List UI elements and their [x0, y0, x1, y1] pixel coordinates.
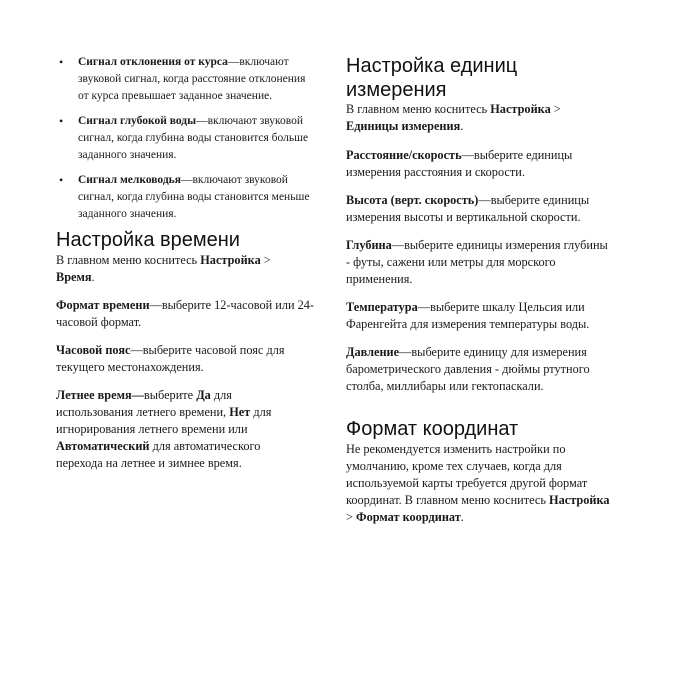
list-item: • Сигнал мелководья—включают звуковой сигнал, когда глубина воды становится меньше заданного значения.: [59, 173, 310, 220]
bullet-term: Сигнал глубокой воды: [78, 115, 197, 127]
distance-paragraph: Расстояние/скорость—выберите единицы измерения расстояния и скорости.: [346, 148, 573, 179]
coord-section-heading: Формат координат: [346, 418, 519, 440]
dst-paragraph: Летнее время—выберите Да для использования летнего времени, Нет для игнорирования летнего времени или Автоматический для автоматического перехода на летнее и зимнее время.: [56, 388, 272, 470]
time-intro: В главном меню коснитесь Настройка > Время.: [56, 253, 271, 284]
altitude-paragraph: Высота (верт. скорость)—выберите единицы измерения высоты и вертикальной скорости.: [346, 193, 590, 224]
bullet-icon: •: [59, 173, 64, 187]
depth-paragraph: Глубина—выберите единицы измерения глубины - футы, сажени или метры для морского применения.: [346, 238, 608, 286]
bullet-icon: •: [59, 55, 64, 69]
pressure-paragraph: Давление—выберите единицу для измерения барометрического давления - дюймы ртутного столба, миллибары или гектопаскали.: [346, 345, 590, 393]
bullet-icon: •: [59, 114, 64, 128]
units-intro: В главном меню коснитесь Настройка > Единицы измерения.: [346, 102, 561, 133]
temperature-paragraph: Температура—выберите шкалу Цельсия или Фаренгейта для измерения температуры воды.: [346, 300, 590, 331]
alarm-bullet-list: [56, 54, 318, 231]
time-format-paragraph: Формат времени—выберите 12-часовой или 24-часовой формат.: [56, 298, 315, 329]
time-zone-paragraph: Часовой пояс—выберите часовой пояс для текущего местонахождения.: [56, 343, 285, 374]
list-item: • Сигнал отклонения от курса—включают звуковой сигнал, когда расстояние отклонения от курса превышает заданное значение.: [59, 55, 306, 102]
bullet-term: Сигнал отклонения от курса: [78, 56, 228, 68]
bullet-desc: включают звуковой сигнал, когда глубина воды становится меньше заданного значения.: [78, 174, 310, 220]
bullet-desc: включают звуковой сигнал, когда глубина воды становится больше заданного значения.: [78, 115, 309, 161]
bullet-term: Сигнал мелководья: [78, 174, 181, 186]
coord-paragraph: Не рекомендуется изменить настройки по умолчанию, кроме тех случаев, когда для используемой карты требуется другой формат координат. В главном меню коснитесь Настройка > Формат координат.: [346, 442, 610, 524]
time-section-heading: Настройка времени: [56, 229, 240, 251]
list-item: • Сигнал глубокой воды—включают звуковой сигнал, когда глубина воды становится больше заданного значения.: [59, 114, 309, 161]
bullet-desc: включают звуковой сигнал, когда расстояние отклонения от курса превышает заданное значение.: [78, 56, 306, 102]
units-section-heading: Настройка единиц измерения: [346, 55, 518, 101]
